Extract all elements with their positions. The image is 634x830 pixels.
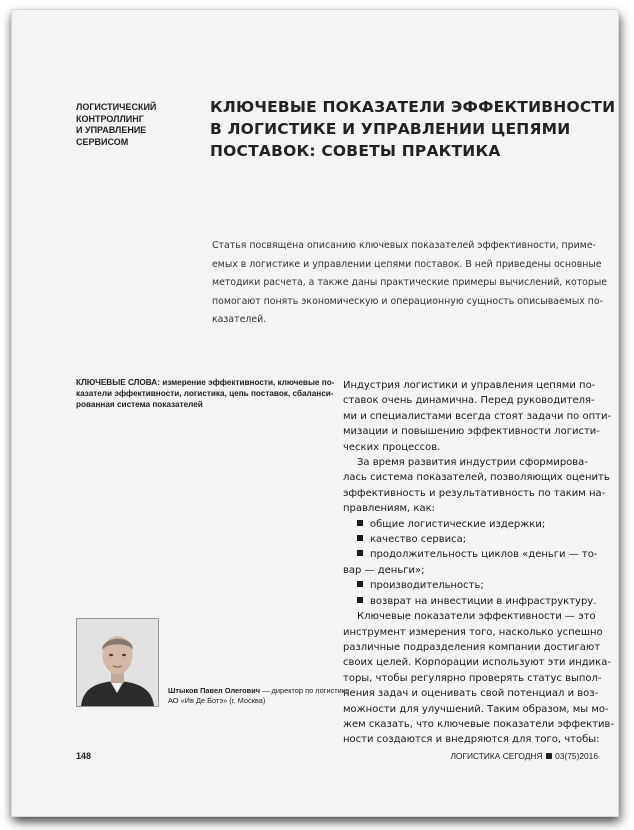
section-label-line: ЛОГИСТИЧЕСКИЙ [76, 102, 157, 112]
author-portrait-icon [77, 619, 158, 706]
article-body [343, 378, 613, 748]
section-label-line: КОНТРОЛЛИНГ [76, 113, 144, 124]
bullet-square-icon [357, 535, 363, 541]
author-info [168, 686, 348, 706]
list-item-continuation: вар — деньги»; [343, 564, 425, 576]
page-number: 148 [76, 751, 92, 761]
section-label [76, 102, 186, 148]
body-line: ности создаются и внедряются для того, чтобы: [343, 734, 600, 746]
list-item-text: возврат на инвестиции в инфраструктуру. [370, 595, 597, 607]
keywords-block [76, 378, 336, 410]
body-line: нения задач и оценивать свой потенциал и воз- [343, 688, 599, 700]
bullet-square-icon [357, 597, 363, 603]
list-item-text: качество сервиса; [370, 534, 467, 546]
abstract-line: емых в логистике и управлении цепями поставок. В ней приведены основные [212, 258, 602, 270]
journal-name: ЛОГИСТИКА СЕГОДНЯ [450, 751, 543, 761]
body-line: Индустрия логистики и управления цепями по- [343, 380, 596, 391]
separator-square-icon [546, 753, 552, 759]
list-item [343, 532, 613, 547]
title-line: В ЛОГИСТИКЕ И УПРАВЛЕНИИ ЦЕПЯМИ [210, 120, 571, 138]
body-line: мизации и повышению эффективности логисти- [343, 426, 600, 438]
list-item [343, 594, 613, 609]
body-line: различные подразделения компании достигают [343, 641, 601, 653]
list-item-text: производительность; [370, 580, 484, 592]
body-line: можности для улучшений. Таким образом, мы мо- [343, 703, 609, 715]
body-line: инструмент измерения того, насколько успешно [343, 626, 603, 638]
author-photo [76, 618, 159, 707]
body-line: эффективность и результативность по таким на- [343, 487, 606, 499]
magazine-page [12, 10, 618, 816]
keywords-label: КЛЮЧЕВЫЕ СЛОВА: [76, 378, 160, 387]
list-item [343, 547, 613, 562]
bullet-square-icon [357, 581, 363, 587]
abstract-line: казателей. [212, 314, 267, 325]
body-line: ми и специалистами всегда стоят задачи по опти- [343, 410, 612, 422]
bullet-square-icon [357, 520, 363, 526]
title-line: КЛЮЧЕВЫЕ ПОКАЗАТЕЛИ ЭФФЕКТИВНОСТИ [210, 98, 616, 116]
author-role: — директор по логистике [260, 686, 350, 695]
body-line: жем сказать, что ключевые показатели эффектив- [343, 718, 615, 730]
author-name: Штыков Павел Олегович [168, 686, 261, 695]
journal-issue: 03(75)2016 [555, 751, 598, 761]
keywords-text: рованная система показателей [76, 399, 203, 409]
abstract-line: методики расчета, а также даны практические примеры вычислений, которые [212, 277, 608, 288]
body-line: правлениям, как: [343, 503, 435, 515]
list-item-text: продолжительность циклов «деньги — то- [370, 549, 598, 561]
bullet-square-icon [357, 550, 363, 556]
abstract-line: Статья посвящена описанию ключевых показателей эффективности, приме- [212, 240, 596, 251]
section-label-line: СЕРВИСОМ [76, 136, 129, 147]
body-line: ческих процессов. [343, 441, 441, 453]
abstract-line: помогают понять экономическую и операционную сущность описываемых по- [212, 295, 604, 307]
body-line: лась система показателей, позволяющих оценить [343, 472, 610, 484]
section-label-line: И УПРАВЛЕНИЕ [76, 125, 147, 135]
list-item [343, 578, 613, 593]
body-line: ставок очень динамична. Перед руководителя- [343, 395, 595, 407]
list-item [343, 517, 613, 532]
keywords-text: казатели эффективности, логистика, цепь поставок, сбаланси- [76, 388, 334, 398]
list-item-text: общие логистические издержки; [370, 518, 546, 530]
body-line: За время развития индустрии сформирова- [357, 457, 588, 469]
body-line: торы, чтобы регулярно проверять статус выпол- [343, 672, 602, 684]
author-company: АО «Ив Де Ботэ» (г. Москва) [168, 696, 266, 705]
body-line: Ключевые показатели эффективности — это [357, 611, 596, 623]
article-abstract [212, 237, 608, 330]
title-line: ПОСТАВОК: СОВЕТЫ ПРАКТИКА [210, 142, 501, 160]
journal-footer [450, 751, 598, 761]
article-title [210, 96, 616, 162]
body-line: своих целей. Корпорации используют эти индика- [343, 657, 611, 669]
keywords-text: измерение эффективности, ключевые по- [159, 378, 335, 387]
